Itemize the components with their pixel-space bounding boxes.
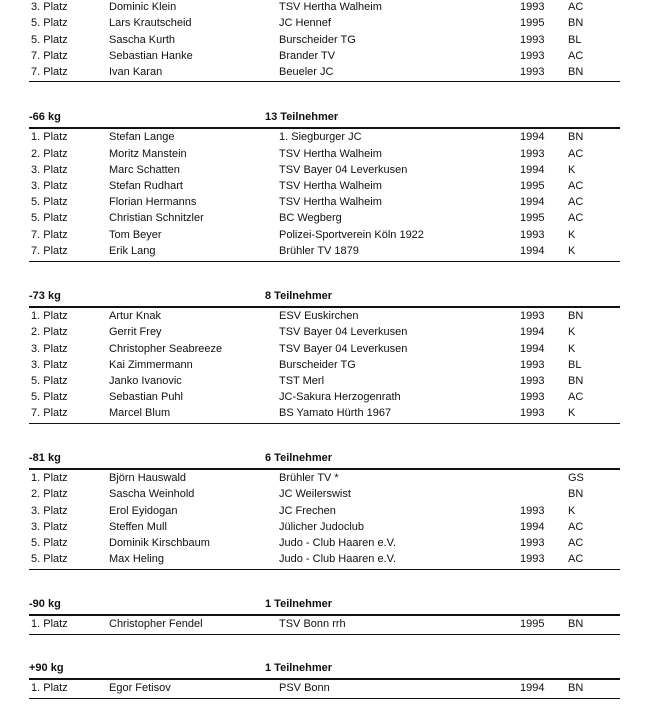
place: 1. Platz [31, 618, 68, 630]
place: 3. Platz [31, 359, 68, 371]
athlete-name: Janko Ivanovic [109, 375, 182, 387]
club: Brühler TV 1879 [279, 245, 359, 257]
club: TST Merl [279, 375, 325, 387]
section-header [29, 290, 620, 304]
birth-year: 1993 [520, 1, 545, 13]
weight-class-label: -90 kg [29, 598, 61, 610]
result-row [29, 519, 620, 535]
result-row [29, 15, 620, 31]
club: TSV Bonn rrh [279, 618, 346, 630]
place: 5. Platz [31, 553, 68, 565]
region: BL [568, 359, 582, 371]
club: TSV Hertha Walheim [279, 1, 382, 13]
birth-year: 1994 [520, 131, 545, 143]
birth-year: 1994 [520, 245, 545, 257]
club: PSV Bonn [279, 682, 330, 694]
athlete-name: Dominic Klein [109, 1, 177, 13]
result-row [29, 551, 620, 567]
club: JC-Sakura Herzogenrath [279, 391, 401, 403]
place: 3. Platz [31, 343, 68, 355]
place: 5. Platz [31, 196, 68, 208]
club: ESV Euskirchen [279, 310, 359, 322]
club: Brühler TV * [279, 472, 339, 484]
region: K [568, 326, 576, 338]
club: JC Weilerswist [279, 488, 351, 500]
divider [29, 634, 620, 635]
club: TSV Hertha Walheim [279, 148, 382, 160]
result-row [29, 616, 620, 632]
birth-year: 1994 [520, 343, 545, 355]
club: BC Wegberg [279, 212, 342, 224]
result-row [29, 680, 620, 696]
club: Burscheider TG [279, 359, 356, 371]
athlete-name: Lars Krautscheid [109, 17, 192, 29]
weight-class-label: -73 kg [29, 290, 61, 302]
athlete-name: Steffen Mull [109, 521, 167, 533]
result-row [29, 243, 620, 259]
section-header [29, 111, 620, 125]
athlete-name: Stefan Rudhart [109, 180, 183, 192]
region: K [568, 343, 576, 355]
place: 5. Platz [31, 537, 68, 549]
weight-class-section-66 [29, 111, 620, 257]
birth-year: 1995 [520, 180, 545, 192]
place: 3. Platz [31, 505, 68, 517]
club: TSV Bayer 04 Leverkusen [279, 343, 408, 355]
birth-year: 1994 [520, 196, 545, 208]
region: AC [568, 391, 584, 403]
divider [29, 261, 620, 262]
result-row [29, 470, 620, 486]
athlete-name: Marcel Blum [109, 407, 171, 419]
athlete-name: Kai Zimmermann [109, 359, 193, 371]
athlete-name: Christopher Seabreeze [109, 343, 223, 355]
athlete-name: Sebastian Hanke [109, 50, 193, 62]
result-row [29, 162, 620, 178]
birth-year: 1993 [520, 359, 545, 371]
place: 2. Platz [31, 148, 68, 160]
birth-year: 1994 [520, 521, 545, 533]
result-row [29, 503, 620, 519]
athlete-name: Erik Lang [109, 245, 156, 257]
club: Brander TV [279, 50, 336, 62]
club: TSV Bayer 04 Leverkusen [279, 326, 408, 338]
place: 7. Platz [31, 245, 68, 257]
participant-count: 1 Teilnehmer [265, 598, 333, 610]
divider [29, 423, 620, 424]
result-row [29, 64, 620, 80]
place: 7. Platz [31, 229, 68, 241]
club: TSV Bayer 04 Leverkusen [279, 164, 408, 176]
athlete-name: Moritz Manstein [109, 148, 187, 160]
result-row [29, 308, 620, 324]
divider [29, 698, 620, 699]
athlete-name: Gerrit Frey [109, 326, 162, 338]
result-row [29, 373, 620, 389]
region: AC [568, 148, 584, 160]
result-row [29, 357, 620, 373]
region: K [568, 245, 576, 257]
place: 2. Platz [31, 488, 68, 500]
result-row [29, 227, 620, 243]
club: Jülicher Judoclub [279, 521, 364, 533]
weight-class-section-90 [29, 598, 620, 630]
place: 2. Platz [31, 326, 68, 338]
athlete-name: Sebastian Puhl [109, 391, 183, 403]
place: 7. Platz [31, 66, 68, 78]
place: 3. Platz [31, 521, 68, 533]
club: TSV Hertha Walheim [279, 196, 382, 208]
region: K [568, 407, 576, 419]
place: 5. Platz [31, 391, 68, 403]
divider [29, 569, 620, 570]
participant-count: 1 Teilnehmer [265, 662, 333, 674]
place: 5. Platz [31, 375, 68, 387]
region: AC [568, 1, 584, 13]
birth-year: 1993 [520, 505, 545, 517]
athlete-name: Christian Schnitzler [109, 212, 204, 224]
club: Beueler JC [279, 66, 334, 78]
place: 3. Platz [31, 164, 68, 176]
section-header [29, 662, 620, 676]
region: BN [568, 682, 584, 694]
place: 1. Platz [31, 131, 68, 143]
result-row [29, 146, 620, 162]
birth-year: 1993 [520, 537, 545, 549]
region: BL [568, 34, 582, 46]
result-row [29, 129, 620, 145]
region: AC [568, 196, 584, 208]
region: AC [568, 537, 584, 549]
birth-year: 1993 [520, 229, 545, 241]
club: JC Frechen [279, 505, 336, 517]
region: BN [568, 17, 584, 29]
place: 7. Platz [31, 407, 68, 419]
region: AC [568, 180, 584, 192]
weight-class-section-81 [29, 452, 620, 565]
birth-year: 1993 [520, 34, 545, 46]
result-row [29, 405, 620, 421]
weight-class-label: -66 kg [29, 111, 61, 123]
birth-year: 1994 [520, 326, 545, 338]
weight-class-label: +90 kg [29, 662, 64, 674]
birth-year: 1995 [520, 17, 545, 29]
result-row [29, 324, 620, 340]
athlete-name: Marc Schatten [109, 164, 180, 176]
athlete-name: Florian Hermanns [109, 196, 197, 208]
place: 1. Platz [31, 310, 68, 322]
birth-year: 1993 [520, 148, 545, 160]
result-row [29, 210, 620, 226]
club: TSV Hertha Walheim [279, 180, 382, 192]
place: 5. Platz [31, 17, 68, 29]
divider [29, 81, 620, 82]
participant-count: 8 Teilnehmer [265, 290, 333, 302]
birth-year: 1994 [520, 682, 545, 694]
place: 1. Platz [31, 472, 68, 484]
club: JC Hennef [279, 17, 331, 29]
participant-count: 13 Teilnehmer [265, 111, 339, 123]
athlete-name: Egor Fetisov [109, 682, 171, 694]
region: K [568, 229, 576, 241]
result-row [29, 0, 620, 15]
region: BN [568, 131, 584, 143]
result-row [29, 341, 620, 357]
athlete-name: Max Heling [109, 553, 165, 565]
club: 1. Siegburger JC [279, 131, 362, 143]
result-row [29, 48, 620, 64]
result-row [29, 178, 620, 194]
athlete-name: Tom Beyer [109, 229, 162, 241]
result-row [29, 486, 620, 502]
club: Judo - Club Haaren e.V. [279, 537, 396, 549]
region: K [568, 164, 576, 176]
place: 3. Platz [31, 1, 68, 13]
region: BN [568, 310, 584, 322]
result-row [29, 535, 620, 551]
region: BN [568, 375, 584, 387]
place: 5. Platz [31, 212, 68, 224]
club: Burscheider TG [279, 34, 356, 46]
athlete-name: Dominik Kirschbaum [109, 537, 210, 549]
birth-year: 1995 [520, 212, 545, 224]
birth-year: 1993 [520, 310, 545, 322]
participant-count: 6 Teilnehmer [265, 452, 333, 464]
section-header [29, 452, 620, 466]
region: K [568, 505, 576, 517]
weight-class-label: -81 kg [29, 452, 61, 464]
birth-year: 1993 [520, 553, 545, 565]
birth-year: 1994 [520, 164, 545, 176]
athlete-name: Sascha Weinhold [109, 488, 195, 500]
section-header [29, 598, 620, 612]
birth-year: 1993 [520, 407, 545, 419]
club: Judo - Club Haaren e.V. [279, 553, 396, 565]
birth-year: 1993 [520, 66, 545, 78]
place: 3. Platz [31, 180, 68, 192]
region: AC [568, 553, 584, 565]
athlete-name: Artur Knak [109, 310, 161, 322]
club: BS Yamato Hürth 1967 [279, 407, 392, 419]
athlete-name: Björn Hauswald [109, 472, 187, 484]
athlete-name: Ivan Karan [109, 66, 163, 78]
region: GS [568, 472, 584, 484]
athlete-name: Christopher Fendel [109, 618, 203, 630]
weight-class-section-73 [29, 290, 620, 419]
athlete-name: Erol Eyidogan [109, 505, 178, 517]
result-row [29, 389, 620, 405]
place: 1. Platz [31, 682, 68, 694]
region: AC [568, 521, 584, 533]
athlete-name: Sascha Kurth [109, 34, 176, 46]
birth-year: 1993 [520, 375, 545, 387]
birth-year: 1993 [520, 50, 545, 62]
place: 7. Platz [31, 50, 68, 62]
club: Polizei-Sportverein Köln 1922 [279, 229, 424, 241]
region: BN [568, 618, 584, 630]
birth-year: 1995 [520, 618, 545, 630]
place: 5. Platz [31, 34, 68, 46]
result-row [29, 32, 620, 48]
region: BN [568, 66, 584, 78]
birth-year: 1993 [520, 391, 545, 403]
athlete-name: Stefan Lange [109, 131, 175, 143]
region: BN [568, 488, 584, 500]
weight-class-section-90-plus [29, 662, 620, 694]
region: AC [568, 212, 584, 224]
result-row [29, 194, 620, 210]
region: AC [568, 50, 584, 62]
